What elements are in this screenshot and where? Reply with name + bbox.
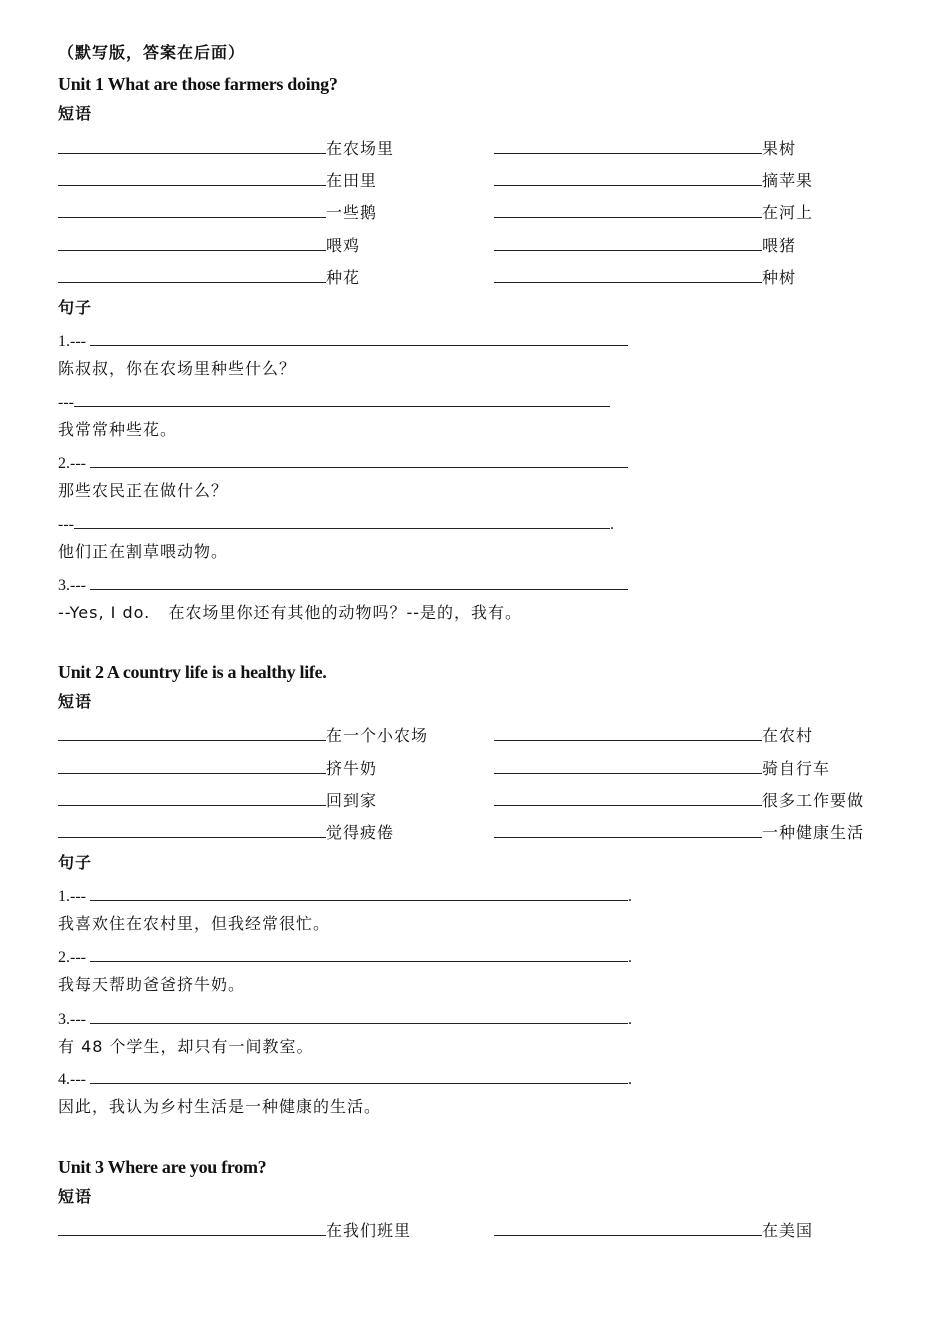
phrase-cn: 很多工作要做: [762, 791, 865, 810]
phrase-cn: 在一个小农场: [326, 726, 429, 745]
phrase-blank[interactable]: [58, 267, 326, 283]
sentence-blank[interactable]: [90, 330, 628, 346]
phrase-row: [58, 820, 394, 842]
sentence-blank[interactable]: [90, 1008, 628, 1024]
phrase-blank[interactable]: [58, 235, 326, 251]
sentence-blank[interactable]: [90, 946, 628, 962]
phrase-row: [494, 723, 813, 745]
sentence-prefix: 3.---: [58, 577, 86, 594]
sentence-line: [58, 1068, 632, 1090]
phrase-row: [494, 1218, 813, 1240]
phrase-row: [58, 788, 377, 810]
phrase-blank[interactable]: [58, 725, 326, 741]
phrase-cn: 挤牛奶: [326, 759, 378, 778]
phrase-cn: 喂鸡: [326, 236, 361, 255]
sentence-translation: 我常常种些花。: [58, 420, 178, 439]
sentence-line: [58, 946, 632, 968]
sentence-end: .: [609, 516, 614, 533]
sentence-prefix: ---: [58, 394, 74, 411]
phrase-row: [494, 233, 796, 255]
sentence-blank[interactable]: [90, 1068, 628, 1084]
phrase-row: [494, 756, 830, 778]
phrase-cn: 在农场里: [326, 139, 395, 158]
unit-3-title: Unit 3 Where are you from?: [58, 1157, 267, 1177]
sentence-blank[interactable]: [74, 391, 610, 407]
unit-1-phrases-label: 短语: [58, 104, 93, 123]
sentence-blank[interactable]: [90, 452, 628, 468]
phrase-cn: 觉得疲倦: [326, 823, 395, 842]
phrase-blank[interactable]: [494, 170, 762, 186]
phrase-row: [58, 233, 360, 255]
phrase-cn: 种花: [326, 268, 361, 287]
sentence-blank[interactable]: [90, 885, 628, 901]
sentence-line: [58, 330, 628, 352]
phrase-row: [494, 136, 796, 158]
phrase-row: [58, 168, 377, 190]
sentence-line: [58, 1008, 632, 1030]
sentence-blank[interactable]: [90, 574, 628, 590]
sentence-translation: 陈叔叔，你在农场里种些什么？: [58, 359, 297, 378]
phrase-row: [58, 136, 394, 158]
sentence-line: [58, 574, 628, 596]
sentence-translation: 他们正在割草喂动物。: [58, 542, 229, 561]
sentence-end: .: [627, 1011, 632, 1028]
phrase-cn: 种树: [762, 268, 797, 287]
unit-1-title: Unit 1 What are those farmers doing?: [58, 74, 338, 94]
sentence-blank[interactable]: [74, 513, 610, 529]
phrase-blank[interactable]: [494, 235, 762, 251]
phrase-cn: 在河上: [762, 203, 814, 222]
phrase-blank[interactable]: [58, 170, 326, 186]
phrase-blank[interactable]: [58, 138, 326, 154]
phrase-row: [494, 820, 864, 842]
phrase-row: [58, 200, 377, 222]
phrase-cn: 在田里: [326, 171, 378, 190]
phrase-blank[interactable]: [58, 822, 326, 838]
phrase-blank[interactable]: [494, 822, 762, 838]
sentence-end: .: [627, 1071, 632, 1088]
sentence-translation: 有 48 个学生，却只有一间教室。: [58, 1037, 314, 1056]
phrase-row: [494, 265, 796, 287]
phrase-blank[interactable]: [494, 267, 762, 283]
unit-3-phrases-label: 短语: [58, 1187, 93, 1206]
phrase-blank[interactable]: [58, 202, 326, 218]
sentence-prefix: 2.---: [58, 455, 86, 472]
sentence-translation: 我每天帮助爸爸挤牛奶。: [58, 975, 246, 994]
sentence-line: [58, 513, 614, 535]
sentence-prefix: 4.---: [58, 1071, 86, 1088]
sentence-translation: 我喜欢住在农村里，但我经常很忙。: [58, 914, 331, 933]
sentence-line: [58, 885, 632, 907]
sentence-end: .: [627, 888, 632, 905]
phrase-row: [58, 265, 360, 287]
unit-1-sentences-label: 句子: [58, 298, 93, 317]
sentence-translation: --Yes, I do. 在农场里你还有其他的动物吗？--是的，我有。: [58, 603, 523, 622]
phrase-row: [58, 756, 377, 778]
phrase-cn: 回到家: [326, 791, 378, 810]
sentence-prefix: 1.---: [58, 888, 86, 905]
phrase-blank[interactable]: [494, 202, 762, 218]
phrase-blank[interactable]: [58, 790, 326, 806]
sentence-prefix: 2.---: [58, 949, 86, 966]
phrase-blank[interactable]: [494, 725, 762, 741]
phrase-row: [494, 200, 813, 222]
sentence-line: [58, 452, 628, 474]
sentence-line: [58, 391, 610, 413]
phrase-cn: 在农村: [762, 726, 814, 745]
phrase-blank[interactable]: [494, 790, 762, 806]
sentence-translation: 那些农民正在做什么？: [58, 481, 229, 500]
phrase-row: [494, 788, 864, 810]
phrase-cn: 在我们班里: [326, 1221, 412, 1240]
header-note: （默写版，答案在后面）: [58, 43, 246, 62]
phrase-cn: 一种健康生活: [762, 823, 865, 842]
phrase-blank[interactable]: [494, 138, 762, 154]
phrase-cn: 摘苹果: [762, 171, 814, 190]
phrase-cn: 果树: [762, 139, 797, 158]
phrase-cn: 骑自行车: [762, 759, 831, 778]
phrase-cn: 在美国: [762, 1221, 814, 1240]
sentence-prefix: 3.---: [58, 1011, 86, 1028]
sentence-end: .: [627, 949, 632, 966]
phrase-row: [494, 168, 813, 190]
phrase-row: [58, 1218, 411, 1240]
sentence-prefix: 1.---: [58, 333, 86, 350]
sentence-prefix: ---: [58, 516, 74, 533]
sentence-translation: 因此，我认为乡村生活是一种健康的生活。: [58, 1097, 382, 1116]
phrase-blank[interactable]: [494, 1220, 762, 1236]
phrase-blank[interactable]: [494, 758, 762, 774]
phrase-cn: 一些鹅: [326, 203, 378, 222]
unit-2-sentences-label: 句子: [58, 853, 93, 872]
phrase-row: [58, 723, 428, 745]
phrase-blank[interactable]: [58, 1220, 326, 1236]
phrase-cn: 喂猪: [762, 236, 797, 255]
unit-2-title: Unit 2 A country life is a healthy life.: [58, 662, 327, 682]
unit-2-phrases-label: 短语: [58, 692, 93, 711]
phrase-blank[interactable]: [58, 758, 326, 774]
